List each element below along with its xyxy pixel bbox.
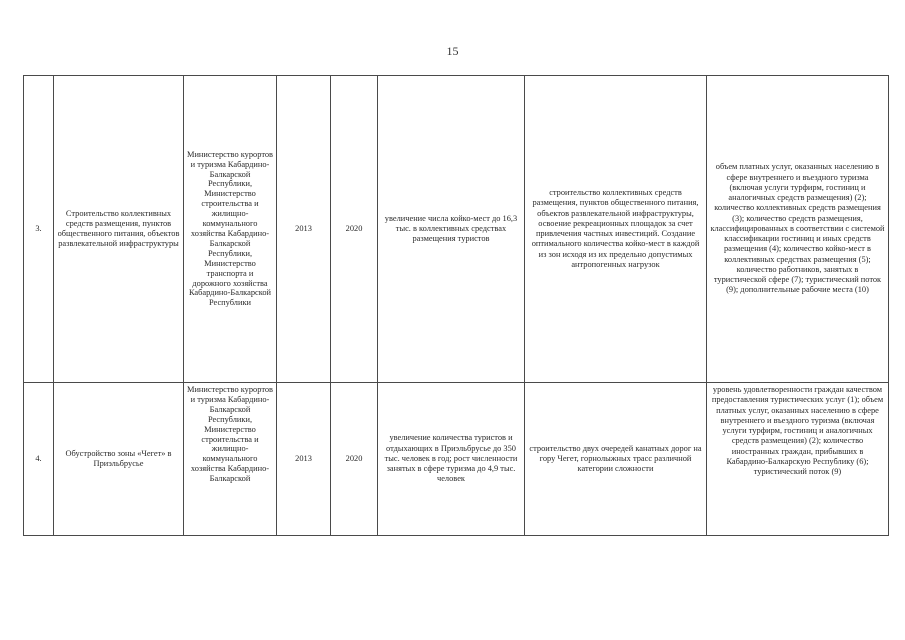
- executors: Министерство курортов и туризма Кабардино-Балкарской Республики, Министерство строительства и жилищно-коммунального хозяйства Кабардино-Балкарской Республики, Министерство транспорта и дорожного хозяйства Кабардино-Балкарской Республики: [184, 76, 277, 383]
- end-year: 2020: [331, 76, 378, 383]
- executors: Министерство курортов и туризма Кабардино-Балкарской Республики, Министерство строительства и жилищно-коммунального хозяйства Кабардино-Балкарской: [184, 383, 277, 536]
- measure-content: строительство коллективных средств размещения, пунктов общественного питания, объектов развлекательной инфраструктуры, освоение рекреационных площадок за счет привлечения частных инвестиций. Создание оптимального количества койко-мест в каждой из зон исходя из их предельно допустимых антропогенных нагрузок: [525, 76, 707, 383]
- measure-name: Строительство коллективных средств размещения, пунктов общественного питания, объектов развлекательной инфраструктуры: [54, 76, 184, 383]
- row-number: 3.: [24, 76, 54, 383]
- measure-content: строительство двух очередей канатных дорог на гору Чегет, горнолыжных трасс различной категории сложности: [525, 383, 707, 536]
- expected-result: увеличение числа койко-мест до 16,3 тыс. в коллективных средствах размещения туристов: [378, 76, 525, 383]
- end-year: 2020: [331, 383, 378, 536]
- table-row: [24, 383, 889, 536]
- program-measures-table: [23, 75, 889, 536]
- target-indicators: уровень удовлетворенности граждан качеством предоставления туристических услуг (1); объем платных услуг, оказанных населению в сфере внутреннего и въездного туризма (включая услуги турфирм, гостиниц и аналогичных средств размещения) (2); количество иностранных граждан, прибывших в Кабардино-Балкарскую Республику (6); туристический поток (9): [707, 383, 889, 536]
- target-indicators: объем платных услуг, оказанных населению в сфере внутреннего и въездного туризма (включая услуги турфирм, гостиниц и аналогичных средств размещения) (2); количество коллективных средств размещения (3); количество средств размещения, классифицированных в соответствии с системой классификации гостиниц и иных средств размещения (4); количество койко-мест в коллективных средствах размещения (5); количество работников, занятых в туристической сфере (7); туристический поток (9); дополнительные рабочие места (10): [707, 76, 889, 383]
- table-row: [24, 76, 889, 383]
- row-number: 4.: [24, 383, 54, 536]
- start-year: 2013: [277, 383, 331, 536]
- start-year: 2013: [277, 76, 331, 383]
- expected-result: увеличение количества туристов и отдыхающих в Приэльбрусье до 350 тыс. человек в год; рост численности занятых в сфере туризма до 4,9 тыс. человек: [378, 383, 525, 536]
- measure-name: Обустройство зоны «Чегет» в Приэльбрусье: [54, 383, 184, 536]
- page-number: 15: [446, 44, 459, 58]
